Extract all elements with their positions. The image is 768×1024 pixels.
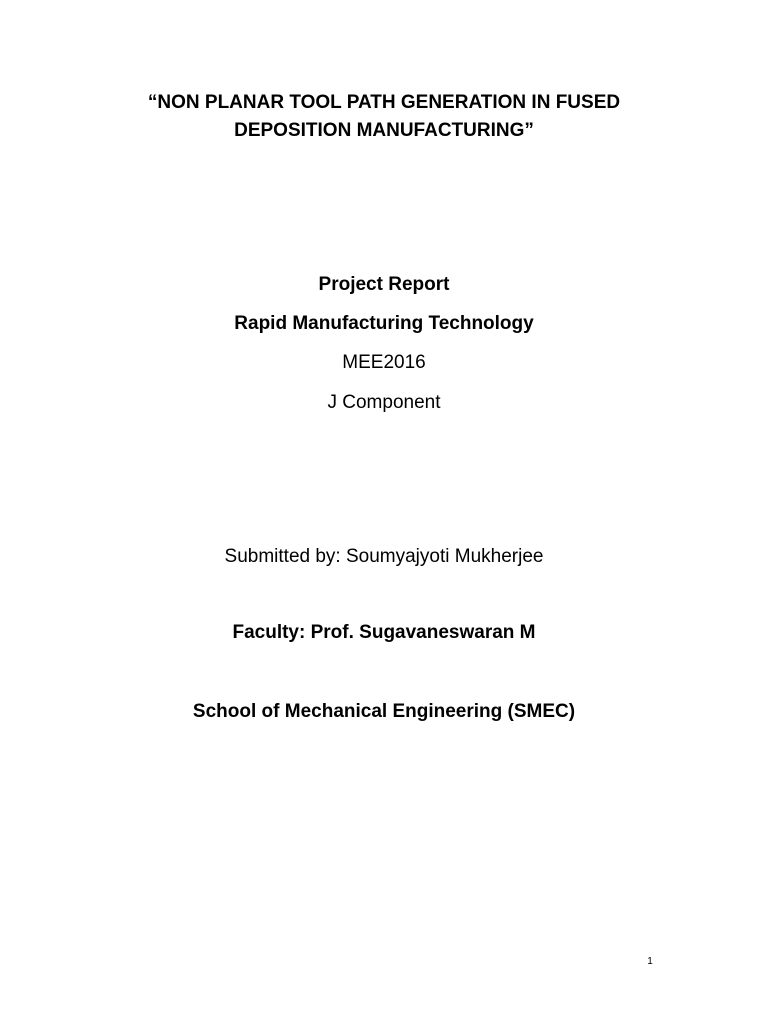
page-number: 1: [647, 956, 653, 967]
title-line-2: DEPOSITION MANUFACTURING”: [234, 120, 534, 141]
course-code: MEE2016: [342, 352, 426, 373]
course-name: Rapid Manufacturing Technology: [234, 313, 534, 334]
title-line-1: “NON PLANAR TOOL PATH GENERATION IN FUSED: [147, 92, 621, 113]
faculty: Faculty: Prof. Sugavaneswaran M: [232, 622, 536, 643]
component-label: J Component: [327, 392, 441, 413]
submitted-by: Submitted by: Soumyajyoti Mukherjee: [224, 546, 544, 567]
report-type: Project Report: [318, 274, 450, 295]
school: School of Mechanical Engineering (SMEC): [192, 701, 576, 722]
